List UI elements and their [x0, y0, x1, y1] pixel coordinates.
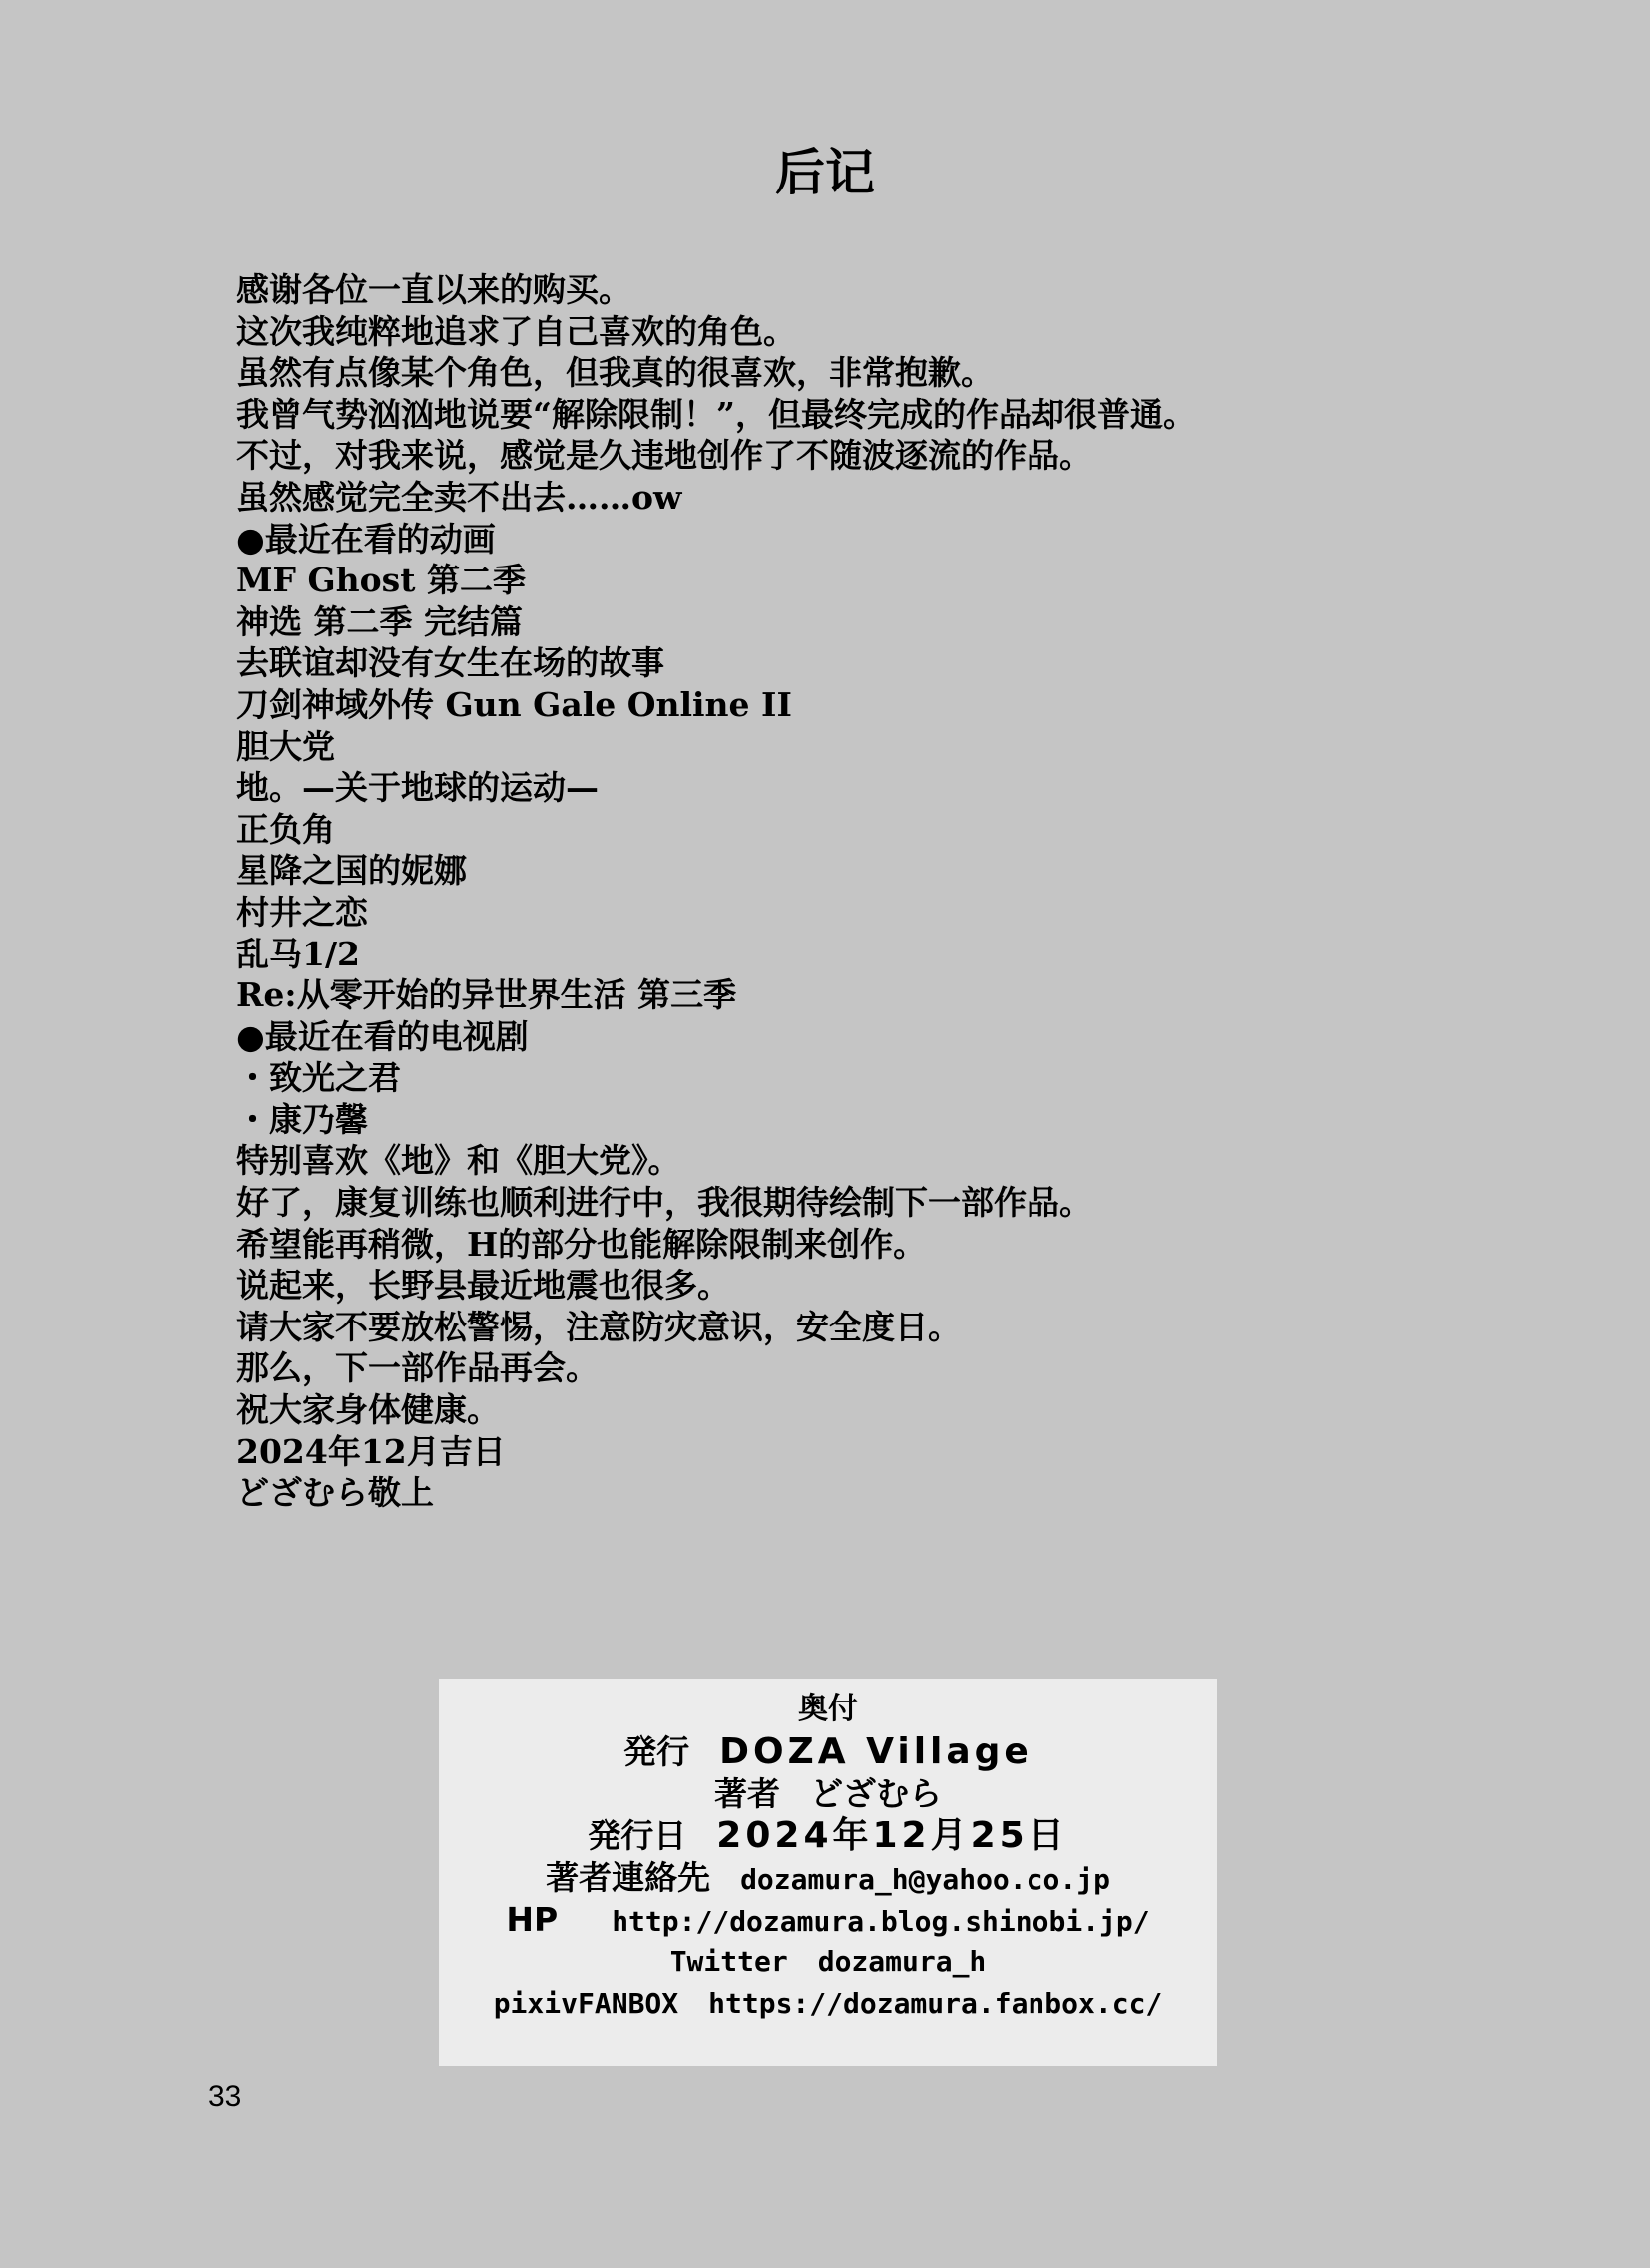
fanbox-label: pixivFANBOX [493, 1987, 679, 2020]
twitter-handle: dozamura_h [817, 1945, 987, 1978]
author-label: 著者 [714, 1774, 780, 1813]
colophon-list [439, 1731, 1217, 2025]
page-number: 33 [208, 2080, 242, 2113]
contact-email: dozamura_h@yahoo.co.jp [740, 1863, 1110, 1896]
colophon-box [439, 1679, 1217, 2066]
text-line: 特别喜欢《地》和《胆大党》。 [236, 1141, 681, 1181]
text-line: 不过，对我来说，感觉是久违地创作了不随波逐流的作品。 [236, 436, 1092, 476]
anime-item: 刀剑神域外传 Gun Gale Online II [236, 684, 792, 724]
drama-item: ・康乃馨 [236, 1099, 368, 1139]
twitter-label: Twitter [669, 1945, 788, 1978]
publisher-row [439, 1731, 1217, 1773]
anime-item: 去联谊却没有女生在场的故事 [236, 643, 664, 683]
signature-line: どざむら敬上 [236, 1473, 434, 1513]
author-row [439, 1773, 1217, 1815]
anime-item: 神选 第二季 完结篇 [236, 601, 523, 641]
anime-item: 星降之国的妮娜 [236, 851, 467, 891]
date-line: 2024年12月吉日 [236, 1431, 506, 1471]
colophon-heading: 奥付 [798, 1692, 858, 1726]
text-line: 虽然感觉完全卖不出去……ow [236, 477, 682, 517]
publish-date-row [439, 1815, 1217, 1857]
homepage-row [439, 1899, 1217, 1941]
publisher-value: DOZA Village [719, 1731, 1032, 1772]
text-line: 我曾气势汹汹地说要“解除限制！”，但最终完成的作品却很普通。 [236, 394, 1196, 434]
page-title: 后记 [775, 144, 875, 201]
text-line: 这次我纯粹地追求了自己喜欢的角色。 [236, 311, 796, 351]
anime-item: 地。—关于地球的运动— [236, 768, 599, 808]
anime-item: 正负角 [236, 809, 335, 849]
publish-date-label: 発行日 [588, 1816, 687, 1855]
anime-item: Re:从零开始的异世界生活 第三季 [236, 975, 737, 1015]
contact-row [439, 1857, 1217, 1899]
text-line: 祝大家身体健康。 [236, 1390, 500, 1430]
text-line: 希望能再稍微，H的部分也能解除限制来创作。 [236, 1224, 927, 1264]
publish-date-value: 2024年12月25日 [716, 1815, 1068, 1856]
section-heading-drama: ●最近在看的电视剧 [236, 1016, 529, 1056]
author-value: どざむら [810, 1774, 942, 1813]
text-line: 请大家不要放松警惕，注意防灾意识，安全度日。 [236, 1307, 961, 1346]
text-line: 好了，康复训练也顺利进行中，我很期待绘制下一部作品。 [236, 1183, 1092, 1223]
text-line: 虽然有点像某个角色，但我真的很喜欢，非常抱歉。 [236, 353, 994, 393]
text-line: 那么，下一部作品再会。 [236, 1348, 599, 1388]
anime-item: 村井之恋 [236, 892, 368, 932]
anime-item: MF Ghost 第二季 [236, 561, 526, 600]
contact-label: 著者連絡先 [546, 1858, 711, 1897]
fanbox-row [439, 1983, 1217, 2025]
homepage-label: HP [506, 1900, 559, 1939]
section-heading-anime: ●最近在看的动画 [236, 519, 496, 559]
drama-item: ・致光之君 [236, 1058, 401, 1098]
afterword-text [236, 269, 1196, 1514]
publisher-label: 発行 [623, 1732, 690, 1771]
text-line: 感谢各位一直以来的购买。 [236, 270, 631, 309]
homepage-url: http://dozamura.blog.shinobi.jp/ [612, 1905, 1150, 1938]
text-line: 说起来，长野县最近地震也很多。 [236, 1266, 730, 1306]
anime-item: 胆大党 [236, 726, 335, 766]
twitter-row [439, 1941, 1217, 1983]
anime-item: 乱马1/2 [236, 934, 360, 973]
fanbox-url: https://dozamura.fanbox.cc/ [708, 1987, 1163, 2020]
